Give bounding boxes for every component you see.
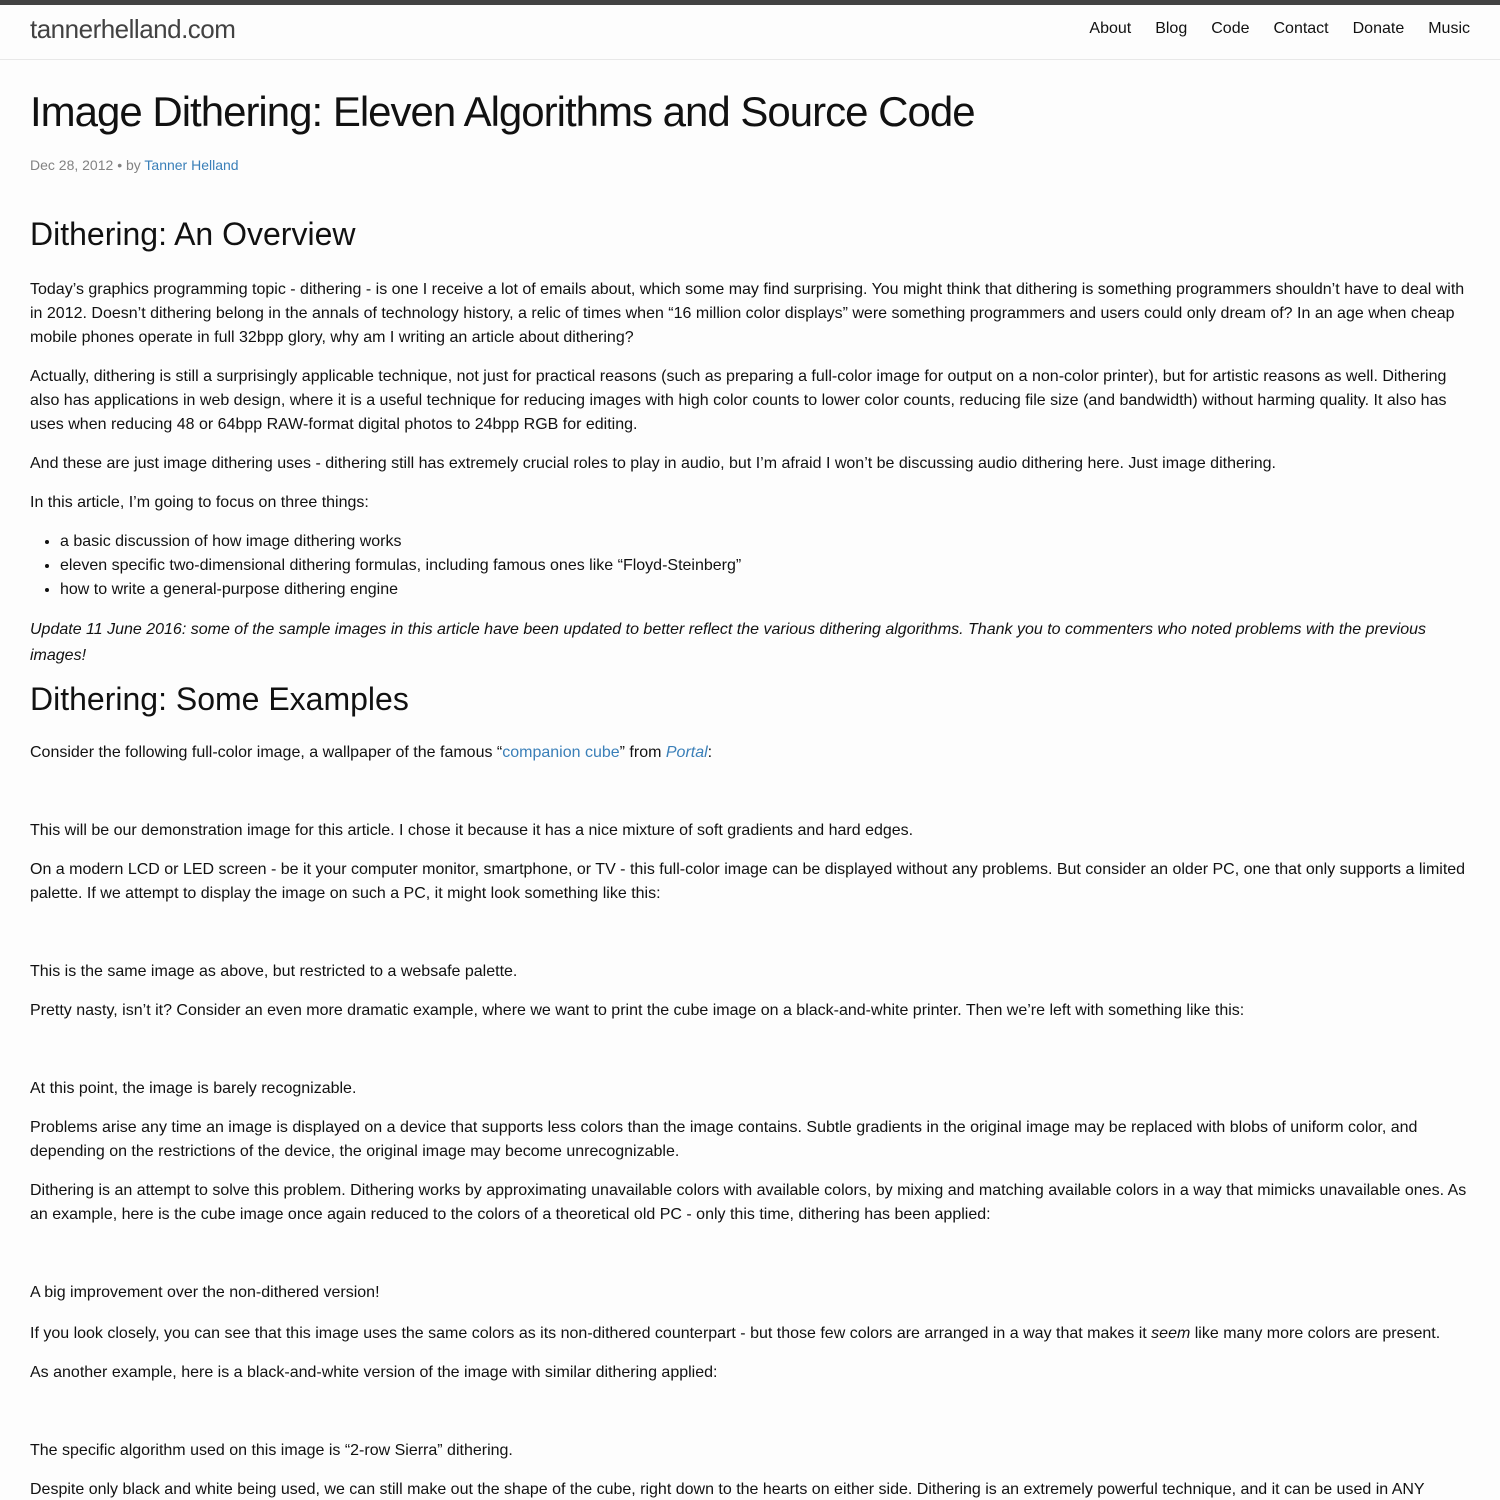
examples-paragraph-9: A big improvement over the non-dithered version! (30, 1284, 380, 1301)
overview-paragraph-2: Actually, dithering is still a surprisingly applicable technique, not just for practical reasons (such as preparing a full-color image for output on a non-color printer), but for artistic reasons as well. Dithering also has applications in web design, where it is a useful technique for reducing images with high color counts to lower color counts, reducing file size (and bandwidth) without harming quality. It also has uses when reducing 48 or 64bpp RAW-format digital photos to 24bpp RGB for editing. (30, 368, 1447, 433)
overview-paragraph-3: And these are just image dithering uses - dithering still has extremely crucial roles to play in audio, but I’m afraid I won’t be discussing audio dithering here. Just image dithering. (30, 455, 1276, 472)
nav-blog[interactable]: Blog (1155, 20, 1188, 37)
post-date: Dec 28, 2012 (30, 157, 114, 173)
examples-paragraph-11: As another example, here is a black-and-white version of the image with similar dithering applied: (30, 1364, 718, 1381)
overview-paragraph-1: Today’s graphics programming topic - dithering - is one I receive a lot of emails about, which some may find surprising. You might think that dithering is something programmers shouldn’t have to deal with in 2012. Doesn’t dithering belong in the annals of technology history, a relic of times when “16 million color displays” were something programmers and users could only dream of? In an age when cheap mobile phones operate in full 32bpp glory, why am I writing an article about dithering? (30, 281, 1465, 346)
nav-music[interactable]: Music (1428, 20, 1470, 37)
examples-text: like many more colors are present. (1190, 1325, 1441, 1342)
examples-text: Consider the following full-color image, a wallpaper of the famous “ (30, 744, 503, 761)
examples-text: : (707, 744, 713, 761)
dithered-image (30, 1227, 1470, 1266)
examples-paragraph-2: This will be our demonstration image for this article. I chose it because it has a nice mixture of soft gradients and hard edges. (30, 822, 914, 839)
list-item: • how to write a general-purpose dithering engine (60, 578, 1470, 602)
full-color-image (30, 765, 1470, 804)
examples-text: ” from (619, 744, 666, 761)
article (0, 60, 1500, 1500)
companion-cube-link[interactable]: companion cube (502, 744, 620, 761)
main-nav (1065, 19, 1470, 39)
examples-paragraph-1 (30, 741, 1470, 765)
heading-examples: Dithering: Some Examples (30, 681, 409, 717)
nav-about[interactable]: About (1089, 20, 1132, 37)
examples-paragraph-10 (30, 1322, 1470, 1346)
examples-paragraph-13: Despite only black and white being used, we can still make out the shape of the cube, right down to the hearts on either side. Dithering is an extremely powerful technique, and it can be used in ANY (30, 1481, 1425, 1498)
update-note: Update 11 June 2016: some of the sample images in this article have been updated to better reflect the various dithering algorithms. Thank you to commenters who noted problems with the previous images! (30, 621, 1427, 664)
nav-contact[interactable]: Contact (1273, 20, 1329, 37)
overview-paragraph-4: In this article, I’m going to focus on three things: (30, 494, 369, 511)
portal-link[interactable]: Portal (665, 744, 708, 761)
websafe-image (30, 906, 1470, 945)
examples-text: If you look closely, you can see that this image uses the same colors as its non-dithered counterpart - but those few colors are arranged in a way that makes it (30, 1325, 1152, 1342)
nav-code[interactable]: Code (1211, 20, 1250, 37)
focus-list (30, 530, 1470, 602)
post-meta (30, 156, 1470, 174)
site-title-link[interactable]: tannerhelland.com (30, 14, 236, 44)
examples-paragraph-5: Pretty nasty, isn’t it? Consider an even more dramatic example, where we want to print the cube image on a black-and-white printer. Then we’re left with something like this: (30, 1002, 1245, 1019)
author-link[interactable]: Tanner Helland (144, 157, 239, 173)
emphasis-seem: seem (1151, 1325, 1191, 1342)
examples-paragraph-6: At this point, the image is barely recognizable. (30, 1080, 357, 1097)
examples-paragraph-4: This is the same image as above, but restricted to a websafe palette. (30, 963, 518, 980)
examples-paragraph-12: The specific algorithm used on this image is “2-row Sierra” dithering. (30, 1442, 513, 1459)
post-title: Image Dithering: Eleven Algorithms and Source Code (30, 88, 975, 135)
examples-paragraph-8: Dithering is an attempt to solve this problem. Dithering works by approximating unavailable colors with available colors, by mixing and matching available colors in a way that mimicks unavailable ones. As an example, here is the cube image once again reduced to the colors of a theoretical old PC - only this time, dithering has been applied: (30, 1182, 1467, 1223)
heading-overview: Dithering: An Overview (30, 216, 356, 252)
list-item: • eleven specific two-dimensional dithering formulas, including famous ones like “Floyd-Steinberg” (60, 554, 1470, 578)
bw-dithered-image (30, 1385, 1470, 1424)
list-item: • a basic discussion of how image dithering works (60, 530, 1470, 554)
post-by: • by (117, 157, 141, 173)
examples-paragraph-3: On a modern LCD or LED screen - be it your computer monitor, smartphone, or TV - this full-color image can be displayed without any problems. But consider an older PC, one that only supports a limited palette. If we attempt to display the image on such a PC, it might look something like this: (30, 861, 1466, 902)
nav-donate[interactable]: Donate (1352, 20, 1405, 37)
bw-image (30, 1023, 1470, 1062)
site-header (0, 5, 1500, 60)
examples-paragraph-7: Problems arise any time an image is displayed on a device that supports less colors than the image contains. Subtle gradients in the original image may be replaced with blobs of uniform color, and depending on the restrictions of the device, the original image may become unrecognizable. (30, 1119, 1418, 1160)
